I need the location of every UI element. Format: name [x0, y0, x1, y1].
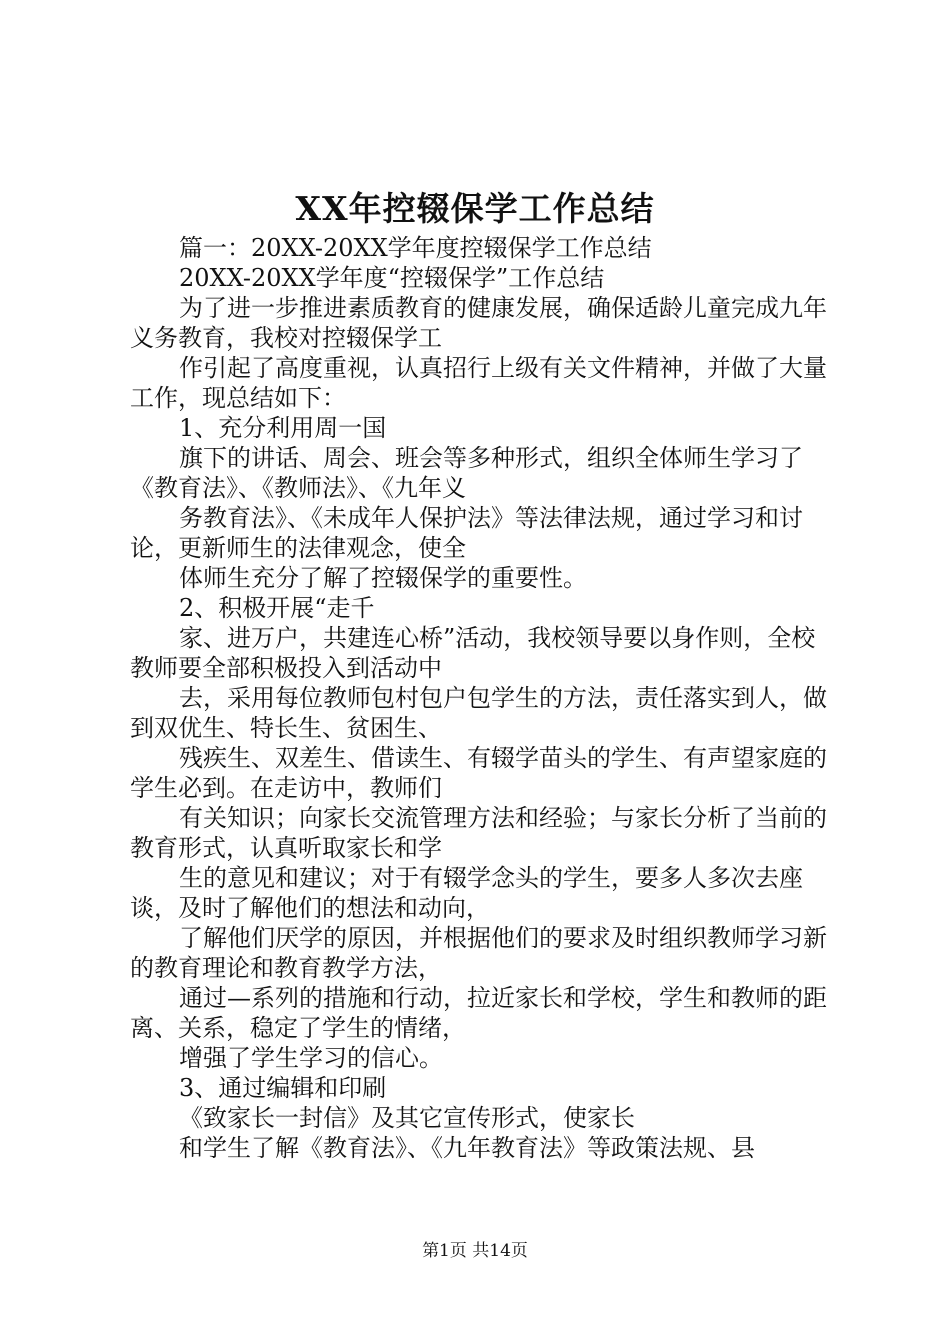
paragraph: 了解他们厌学的原因，并根据他们的要求及时组织教师学习新的教育理论和教育教学方法， [130, 924, 827, 982]
paragraph: 生的意见和建议；对于有辍学念头的学生，要多人多次去座谈，及时了解他们的想法和动向， [130, 864, 803, 922]
paragraph: 旗下的讲话、周会、班会等多种形式，组织全体师生学习了《教育法》、《教师法》、《九年义 [130, 444, 803, 502]
paragraph: 增强了学生学习的信心。 [179, 1044, 443, 1072]
paragraph: 2、积极开展“走千 [179, 594, 375, 622]
paragraph: 体师生充分了解了控辍保学的重要性。 [179, 564, 587, 592]
paragraph: 《致家长一封信》及其它宣传形式，使家长 [179, 1104, 635, 1132]
paragraph: 篇一：20XX-20XX学年度控辍保学工作总结 [179, 234, 652, 262]
page-number-footer: 第1页 共14页 [422, 1241, 528, 1261]
document-title: XX年控辍保学工作总结 [295, 189, 655, 228]
paragraph: 和学生了解《教育法》、《九年教育法》等政策法规、县 [179, 1134, 755, 1162]
paragraph: 家、进万户，共建连心桥”活动，我校领导要以身作则，全校教师要全部积极投入到活动中 [130, 624, 816, 682]
document-body [130, 233, 830, 1163]
paragraph: 务教育法》、《未成年人保护法》等法律法规，通过学习和讨论，更新师生的法律观念，使全 [130, 504, 803, 562]
paragraph: 作引起了高度重视，认真招行上级有关文件精神，并做了大量工作，现总结如下： [130, 354, 827, 412]
paragraph: 3、通过编辑和印刷 [179, 1074, 387, 1102]
paragraph: 1、充分利用周一国 [179, 414, 387, 442]
paragraph: 通过—系列的措施和行动，拉近家长和学校，学生和教师的距离、关系，稳定了学生的情绪， [130, 984, 827, 1042]
paragraph: 残疾生、双差生、借读生、有辍学苗头的学生、有声望家庭的学生必到。在走访中，教师们 [130, 744, 827, 802]
paragraph: 20XX-20XX学年度“控辍保学”工作总结 [179, 264, 605, 292]
paragraph: 为了进一步推进素质教育的健康发展，确保适龄儿童完成九年义务教育，我校对控辍保学工 [130, 294, 827, 352]
paragraph: 去，采用每位教师包村包户包学生的方法，责任落实到人，做到双优生、特长生、贫困生、 [130, 684, 827, 742]
paragraph: 有关知识；向家长交流管理方法和经验；与家长分析了当前的教育形式，认真听取家长和学 [130, 804, 827, 862]
